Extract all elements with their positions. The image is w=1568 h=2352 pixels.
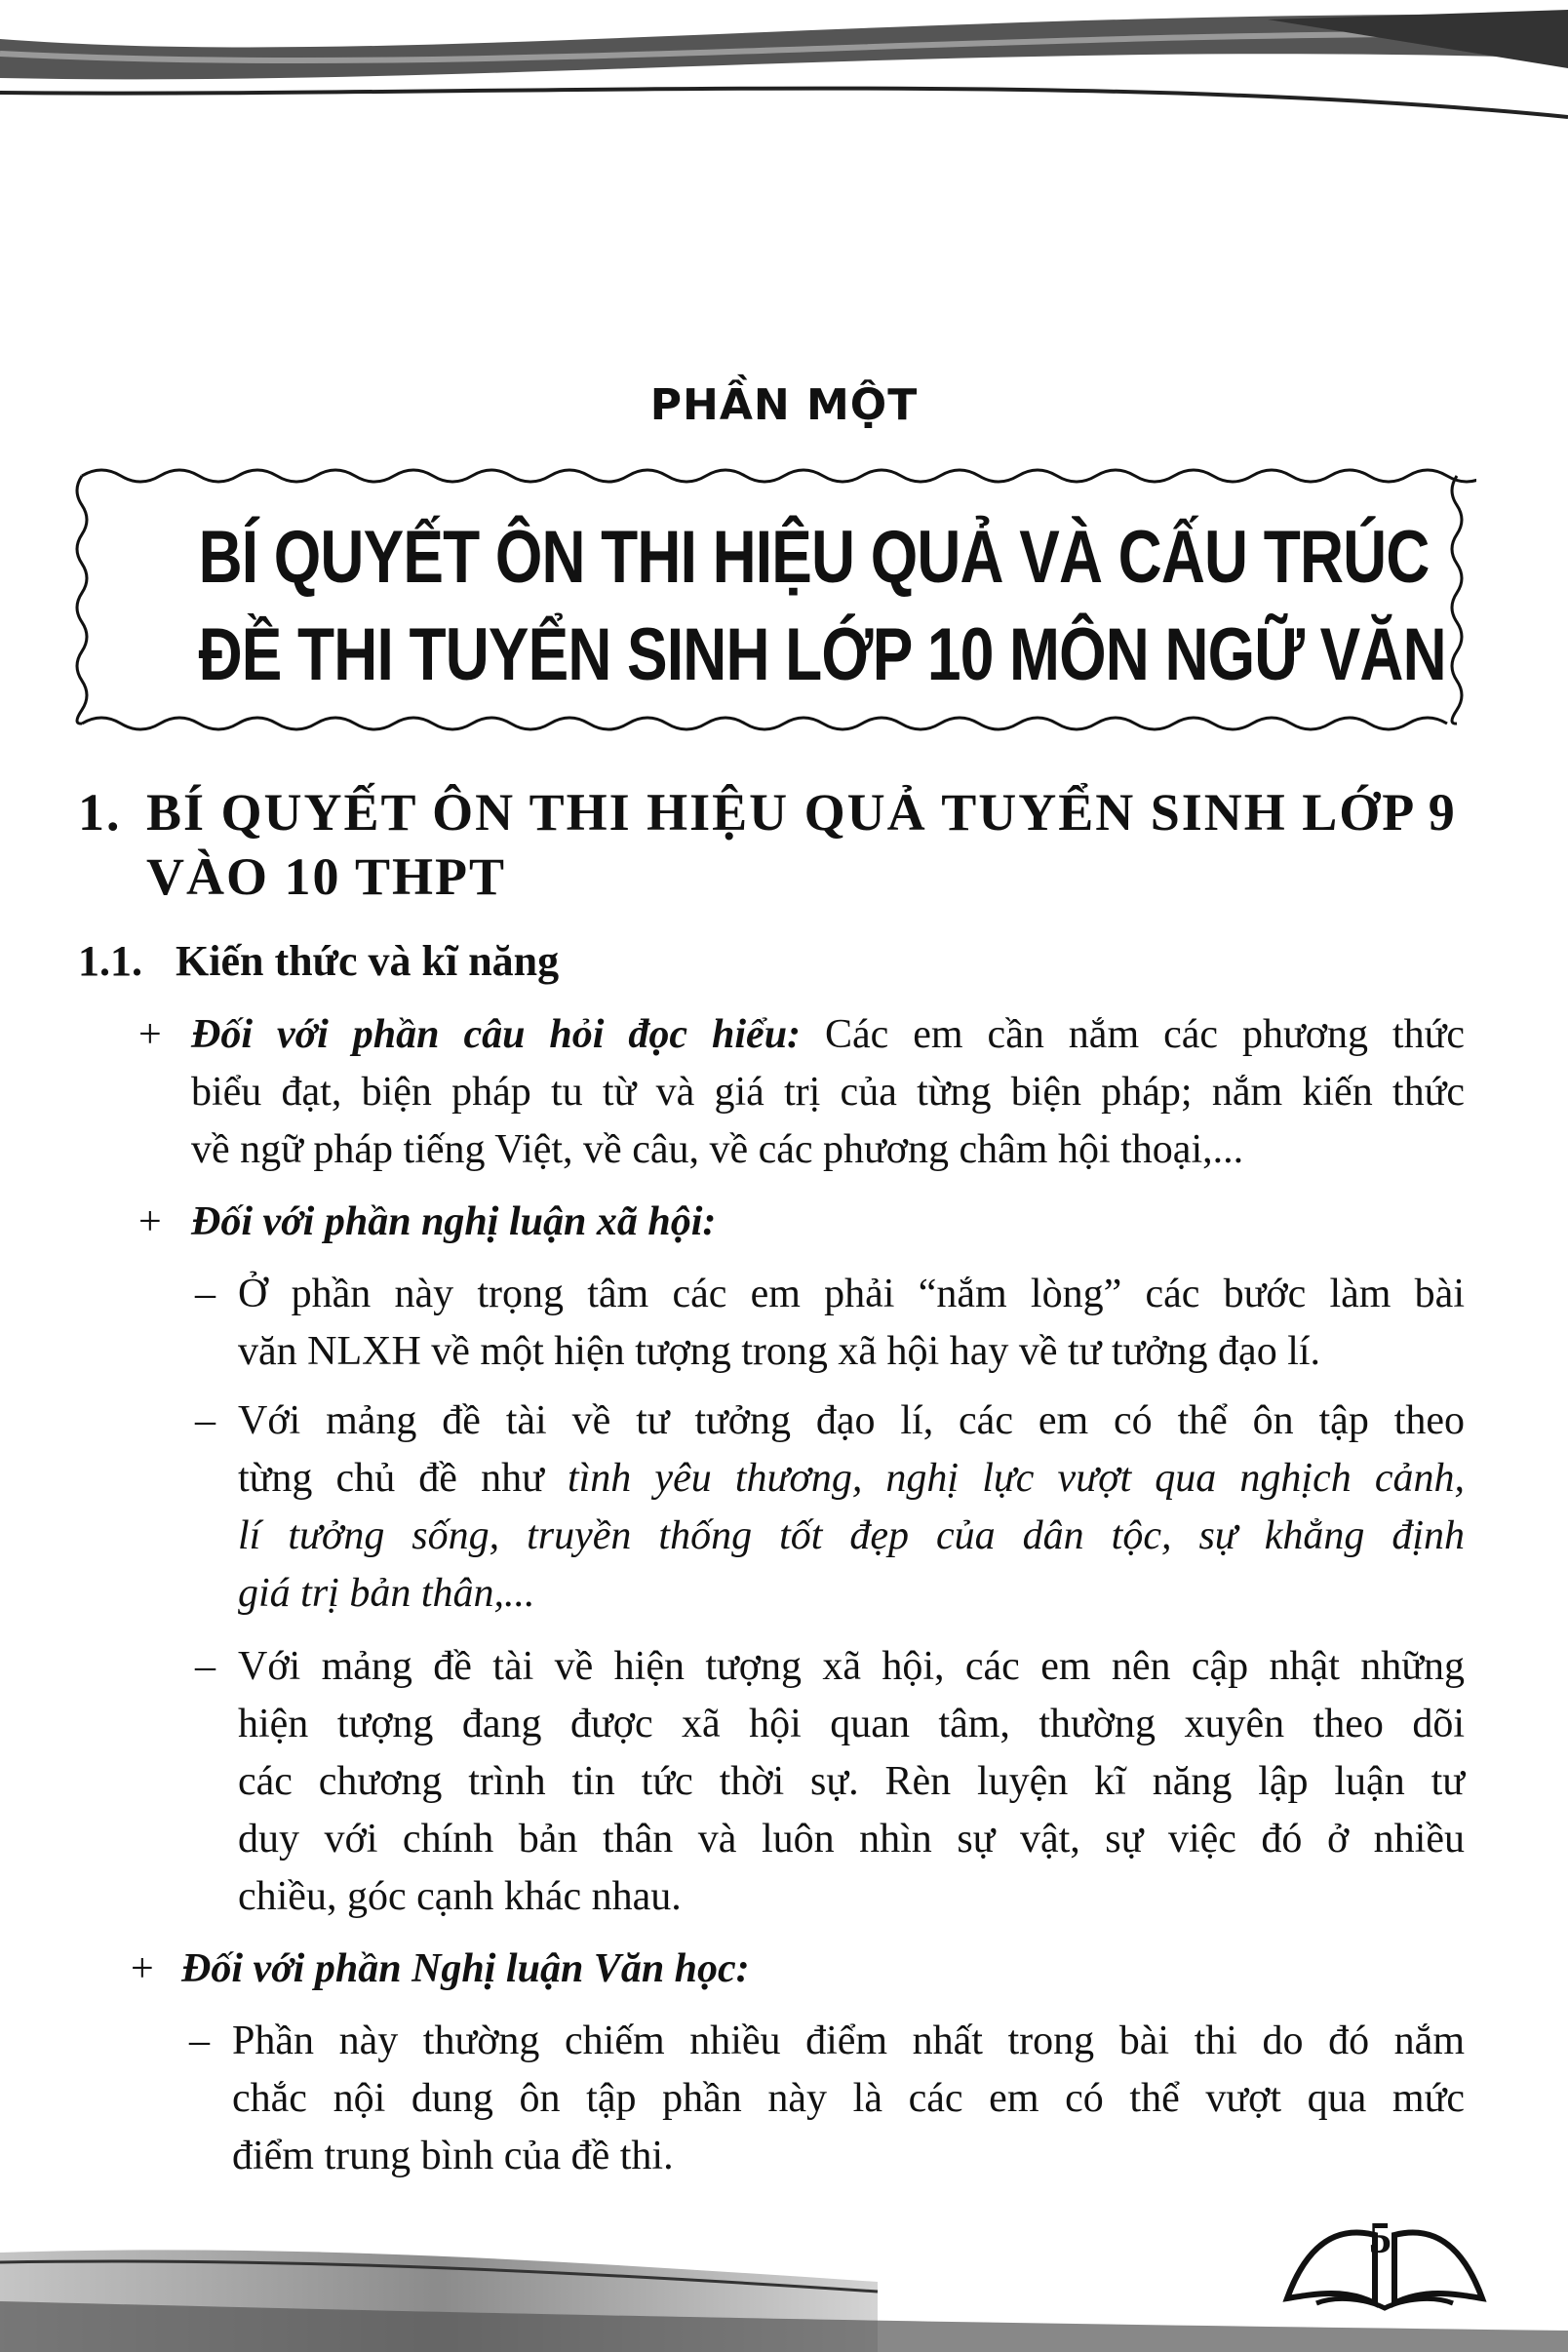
top-decorative-stripe [0, 0, 1568, 137]
social-item-line: Với mảng đề tài về tư tưởng đạo lí, các em có thể ôn tập theo [238, 1398, 1465, 1443]
social-item [238, 1638, 1465, 1926]
chapter-title-line1: BÍ QUYẾT ÔN THI HIỆU QUẢ VÀ CẤU TRÚC [198, 516, 1430, 599]
title-frame [72, 458, 1476, 741]
plus-bullet: + [138, 1199, 162, 1244]
reading-paragraph [191, 1006, 1465, 1179]
literature-item-line: chắc nội dung ôn tập phần này là các em có thể vượt qua mức [232, 2076, 1465, 2121]
social-item-line: duy với chính bản thân và luôn nhìn sự vật, sự việc đó ở nhiều [238, 1817, 1465, 1862]
section-title-line2: VÀO 10 THPT [146, 847, 507, 906]
subsection-heading [78, 932, 559, 991]
reading-label: Đối với phần câu hỏi đọc hiểu: [191, 1012, 802, 1057]
section-heading [78, 780, 1482, 909]
reading-line: về ngữ pháp tiếng Việt, về câu, về các phương châm hội thoại,... [191, 1127, 1244, 1172]
literature-item-line: điểm trung bình của đề thi. [232, 2134, 674, 2178]
page-number: 5 [1369, 2213, 1392, 2262]
literature-item-line: Phần này thường chiếm nhiều điểm nhất trong bài thi do đó nắm [232, 2019, 1465, 2063]
reading-line: biểu đạt, biện pháp tu từ và giá trị của từng biện pháp; nắm kiến thức [191, 1070, 1465, 1115]
page-number-badge [1277, 2206, 1492, 2313]
social-item-italic: tình yêu thương, nghị lực vượt qua nghịch cảnh, [567, 1456, 1466, 1501]
subsection-title: Kiến thức và kĩ năng [176, 937, 560, 985]
social-item [238, 1392, 1465, 1623]
section-number: 1. [78, 783, 122, 842]
literature-label [181, 1940, 750, 1998]
social-item-line: các chương trình tin tức thời sự. Rèn luyện kĩ năng lập luận tư [238, 1759, 1465, 1804]
section-title-line1: BÍ QUYẾT ÔN THI HIỆU QUẢ TUYỂN SINH LỚP 9 [146, 783, 1457, 842]
dash-bullet: – [195, 1398, 216, 1443]
chapter-title [198, 509, 1446, 704]
social-item-italic: giá trị bản thân,... [238, 1571, 535, 1616]
dash-bullet: – [195, 1644, 216, 1689]
social-item-line: hiện tượng đang được xã hội quan tâm, thường xuyên theo dõi [238, 1702, 1465, 1746]
social-label-text: Đối với phần nghị luận xã hội: [191, 1199, 717, 1244]
social-item [238, 1266, 1465, 1381]
subsection-number: 1.1. [78, 937, 142, 985]
literature-label-text: Đối với phần Nghị luận Văn học: [181, 1946, 750, 1991]
social-item-line: văn NLXH về một hiện tượng trong xã hội hay về tư tưởng đạo lí. [238, 1329, 1321, 1374]
dash-bullet: – [195, 1272, 216, 1316]
plus-bullet: + [131, 1946, 154, 1991]
social-item-line: Với mảng đề tài về hiện tượng xã hội, các em nên cập nhật những [238, 1644, 1465, 1689]
social-item-line: từng chủ đề như [238, 1456, 568, 1501]
literature-item [232, 2013, 1465, 2185]
social-item-line: chiều, góc cạnh khác nhau. [238, 1874, 682, 1919]
part-label: PHẦN MỘT [649, 380, 919, 430]
social-item-italic: lí tưởng sống, truyền thống tốt đẹp của dân tộc, sự khẳng định [238, 1513, 1465, 1558]
plus-bullet: + [138, 1012, 162, 1057]
social-item-line: Ở phần này trọng tâm các em phải “nắm lòng” các bước làm bài [238, 1272, 1465, 1316]
chapter-title-line2: ĐỀ THI TUYỂN SINH LỚP 10 MÔN NGỮ VĂN [198, 613, 1446, 696]
reading-line: Các em cần nắm các phương thức [825, 1012, 1465, 1057]
social-label [191, 1194, 716, 1251]
dash-bullet: – [189, 2019, 210, 2063]
